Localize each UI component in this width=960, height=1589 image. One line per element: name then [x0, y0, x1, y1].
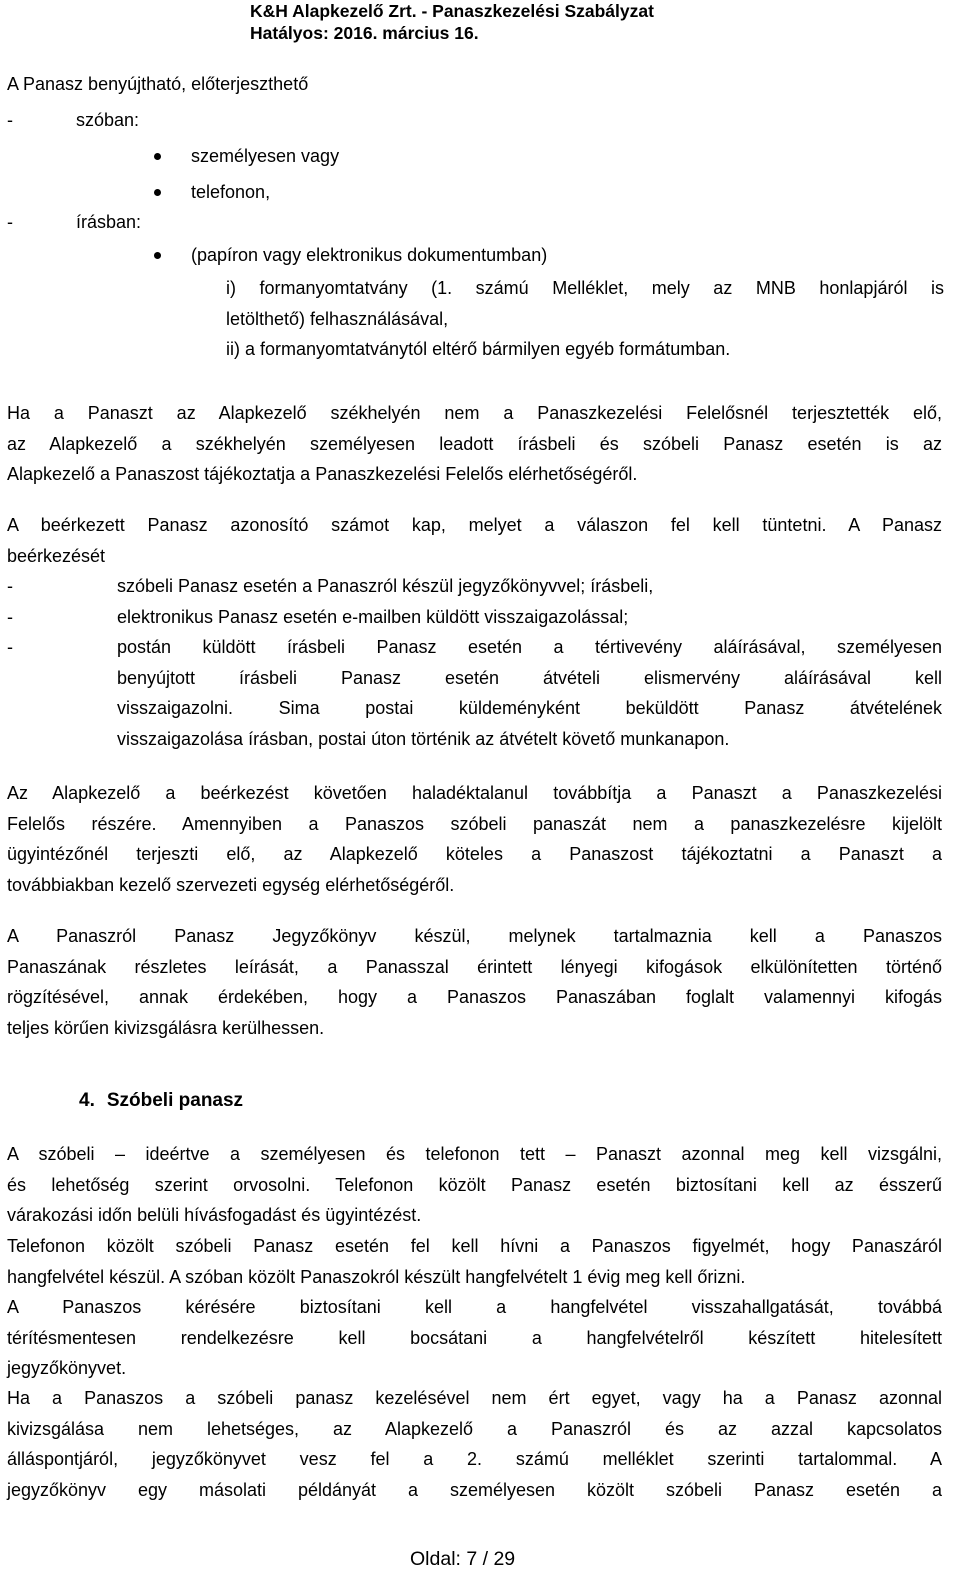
list-item [7, 602, 942, 633]
paragraph [7, 778, 942, 900]
paragraph-line: A Panaszos kérésére biztosítani kell a hangfelvétel visszahallgatását, továbbá [7, 1297, 942, 1317]
paragraph [7, 1292, 942, 1384]
page-number: Oldal: 7 / 29 [410, 1548, 516, 1570]
list-item-text: visszaigazolása írásban, postai úton történik az átvételt követő munkanapon. [117, 728, 730, 749]
list-item-text: benyújtott írásbeli Panasz esetén átvételi elismervény aláírásával kell [117, 667, 942, 688]
paragraph-line: ügyintézőnél terjeszti elő, az Alapkezelő köteles a Panaszost tájékoztatni a Panaszt a [7, 844, 942, 864]
paragraph-line: Panaszának részletes leírását, a Panasszal érintett lényegi kifogások elkülönítetten történő [7, 956, 942, 977]
paragraph-line: Az Alapkezelő a beérkezést követően haladéktalanul továbbítja a Panaszt a Panaszkezelési [7, 783, 942, 803]
paragraph-line: hangfelvétel készül. A szóban közölt Panaszokról készült hangfelvételt 1 évig meg kell őrizni. [7, 1266, 746, 1287]
list-item-text: szóbeli Panasz esetén a Panaszról készül jegyzőkönyvvel; írásbeli, [117, 576, 654, 596]
paragraph-line: Ha a Panaszos a szóbeli panasz kezelésével nem ért egyet, vagy ha a Panasz azonnal [7, 1388, 942, 1408]
paragraph-line: beérkezését [7, 545, 106, 566]
paragraph-line: Telefonon közölt szóbeli Panasz esetén fel kell hívni a Panaszos figyelmét, hogy Panaszáról [7, 1236, 942, 1256]
list-item-text: elektronikus Panasz esetén e-mailben küldött visszaigazolással; [117, 606, 629, 627]
paragraph-line: továbbiakban kezelő szervezeti egység elérhetőségéről. [7, 874, 455, 895]
paragraph [7, 1231, 942, 1292]
bullet-icon [154, 252, 161, 259]
dash-label: szóban: [76, 110, 140, 130]
section-heading [79, 1090, 255, 1112]
dash-mark: - [7, 606, 13, 627]
paragraph-line: Ha a Panaszt az Alapkezelő székhelyén nem a Panaszkezelési Felelősnél terjesztették elő, [7, 403, 942, 423]
intro-text: A Panasz benyújtható, előterjeszthető [7, 74, 309, 94]
paragraph-line: teljes körűen kivizsgálásra kerülhessen. [7, 1017, 325, 1038]
paragraph [7, 1383, 942, 1505]
paragraph-line: jegyzőkönyvet. [7, 1358, 127, 1378]
dash-label: írásban: [76, 212, 142, 232]
paragraph-line: A szóbeli – ideértve a személyesen és telefonon tett – Panaszt azonnal meg kell vizsgálni, [7, 1144, 942, 1164]
bullet-item [191, 243, 547, 267]
bullet-item [191, 180, 270, 204]
bullet-text: személyesen vagy [191, 146, 340, 166]
paragraph-line: és lehetőség szerint orvosolni. Telefonon közölt Panasz esetén biztosítani kell az ésszerű [7, 1174, 942, 1195]
paragraph-line: az Alapkezelő a székhelyén személyesen leadott írásbeli és szóbeli Panasz esetén is az [7, 433, 942, 454]
sub-list [226, 273, 944, 365]
paragraph [7, 921, 942, 1043]
bullet-item [191, 144, 339, 168]
section-number: 4. [79, 1090, 95, 1111]
paragraph-line: kivizsgálása nem lehetséges, az Alapkezelő a Panaszról és az azzal kapcsolatos [7, 1418, 942, 1439]
sub-item-i-cont: letölthető) felhasználásával, [226, 308, 449, 329]
bullet-icon [154, 153, 161, 160]
bullet-icon [154, 189, 161, 196]
paragraph-line: rögzítésével, annak érdekében, hogy a Panaszos Panaszában foglalt valamennyi kifogás [7, 987, 942, 1007]
list-item [7, 632, 942, 754]
bullet-text: (papíron vagy elektronikus dokumentumban) [191, 245, 548, 265]
paragraph [7, 1139, 942, 1231]
paragraph-line: álláspontjáról, jegyzőkönyvet vesz fel a 2. számú melléklet szerinti tartalommal. A [7, 1449, 942, 1469]
paragraph-line: térítésmentesen rendelkezésre kell bocsátani a hangfelvételről készített hitelesített [7, 1327, 942, 1348]
header-effective-date: Hatályos: 2016. március 16. [250, 23, 479, 43]
paragraph [7, 510, 942, 571]
list-item [7, 571, 942, 602]
section-title: Szóbeli panasz [106, 1090, 244, 1111]
paragraph-line: várakozási időn belüli hívásfogadást és ügyintézést. [7, 1205, 422, 1225]
paragraph-line: A beérkezett Panasz azonosító számot kap, melyet a válaszon fel kell tüntetni. A Panasz [7, 515, 942, 535]
dash-item-written [7, 210, 142, 234]
page-header [250, 0, 950, 44]
dash-mark: - [7, 212, 13, 232]
paragraph-line: A Panaszról Panasz Jegyzőkönyv készül, melynek tartalmaznia kell a Panaszos [7, 926, 942, 946]
dash-mark: - [7, 637, 13, 657]
dash-item-oral [7, 108, 140, 132]
bullet-text: telefonon, [191, 182, 271, 202]
sub-item-i: i) formanyomtatvány (1. számú Melléklet, mely az MNB honlapjáról is [226, 278, 944, 298]
sub-item-ii: ii) a formanyomtatványtól eltérő bármilyen egyéb formátumban. [226, 339, 731, 359]
header-title: K&H Alapkezelő Zrt. - Panaszkezelési Szabályzat [250, 1, 654, 21]
dash-mark: - [7, 110, 13, 130]
dash-list [7, 571, 942, 754]
list-item-text: visszaigazolni. Sima postai küldeményként beküldött Panasz átvételének [117, 698, 942, 718]
paragraph [7, 398, 942, 490]
paragraph-line: Alapkezelő a Panaszost tájékoztatja a Panaszkezelési Felelős elérhetőségéről. [7, 464, 638, 484]
paragraph-line: jegyzőkönyv egy másolati példányát a személyesen közölt szóbeli Panasz esetén a [7, 1479, 942, 1500]
list-item-text: postán küldött írásbeli Panasz esetén a tértivevény aláírásával, személyesen [117, 637, 942, 657]
paragraph-line: Felelős részére. Amennyiben a Panaszos szóbeli panaszát nem a panaszkezelésre kijelölt [7, 813, 942, 834]
dash-mark: - [7, 576, 13, 596]
